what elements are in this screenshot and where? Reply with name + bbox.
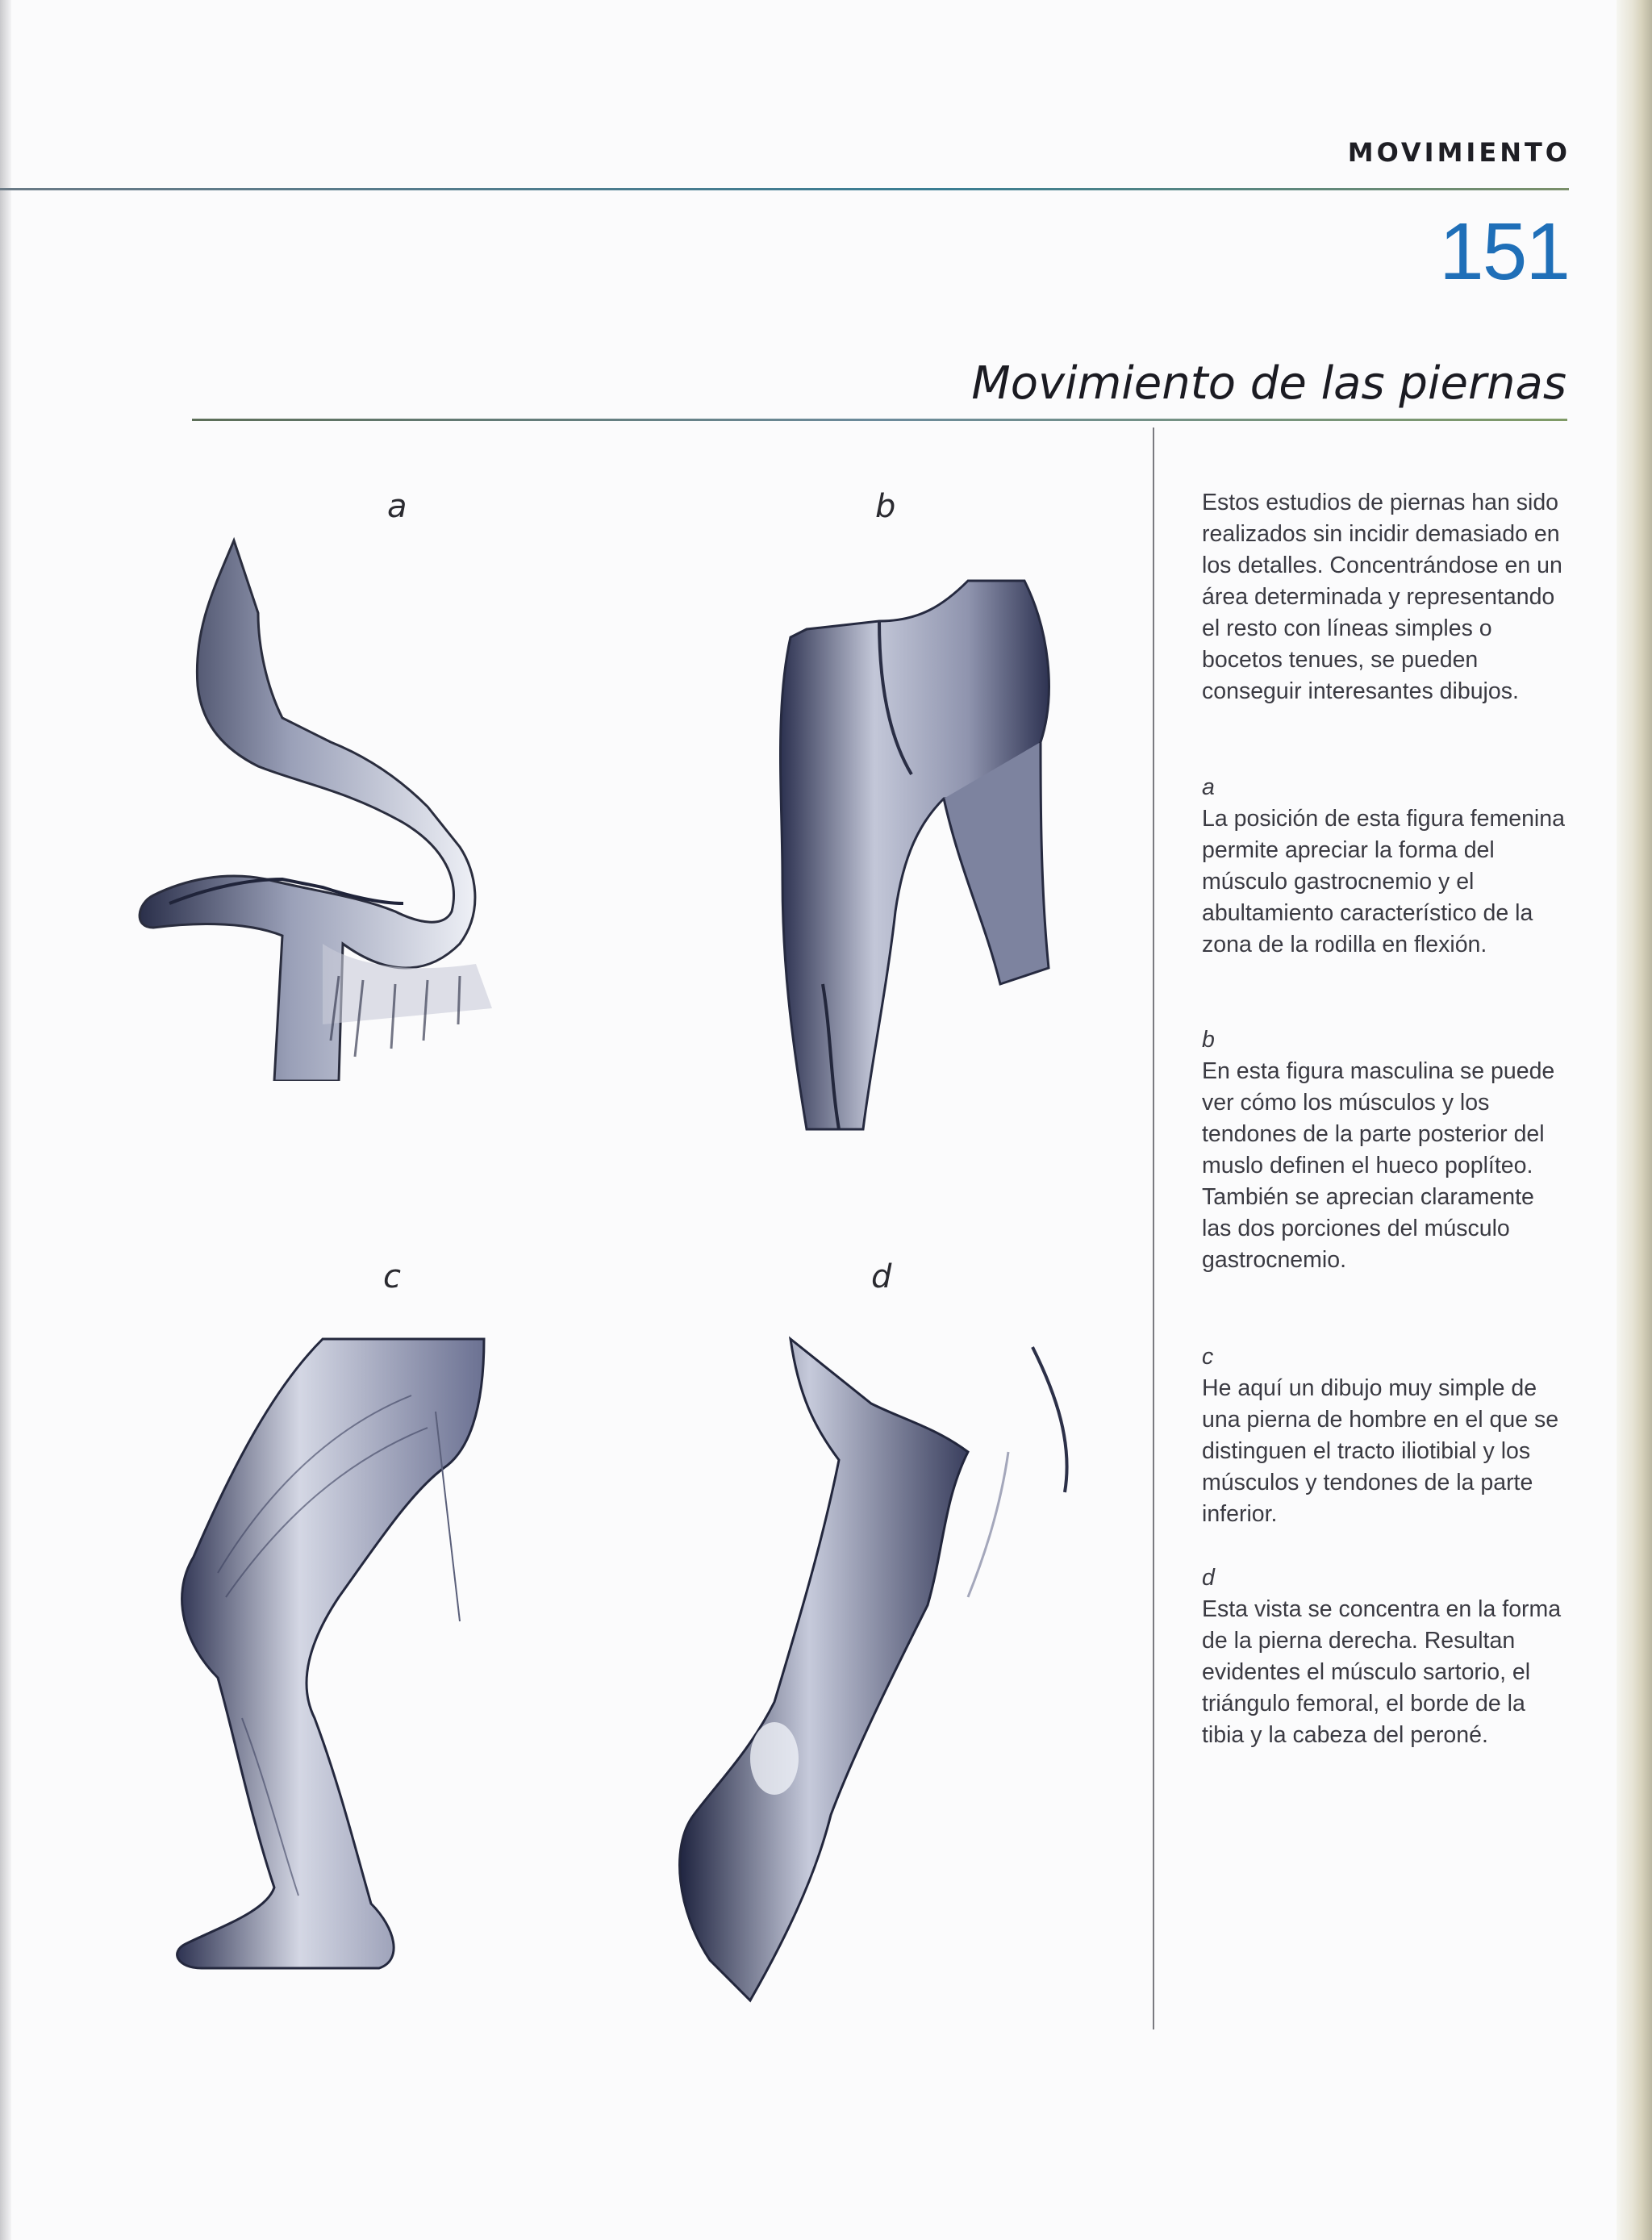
header-rule: [0, 188, 1569, 190]
caption-text-c: He aquí un dibujo muy simple de una pierna de hombre en el que se distinguen el tracto iliotibial y los músculos y tendones de la parte inferior.: [1202, 1375, 1559, 1527]
title-rule: [192, 419, 1567, 421]
figure-letter-b: b: [875, 488, 896, 525]
column-divider: [1153, 428, 1154, 2029]
caption-text-d: Esta vista se concentra en la forma de la pierna derecha. Resultan evidentes el músculo sartorio, el triángulo femoral, el borde de la tibia y la cabeza del peroné.: [1202, 1596, 1562, 1748]
caption-c: [1202, 1341, 1565, 1530]
caption-label-a: a: [1202, 774, 1215, 800]
intro-paragraph: [1202, 487, 1565, 707]
book-gutter: [0, 0, 11, 2240]
right-leg-front-drawing: [661, 1331, 1097, 2008]
caption-label-b: b: [1202, 1027, 1215, 1053]
female-leg-flexed-drawing: [137, 524, 629, 1081]
male-leg-side-drawing: [169, 1331, 532, 1984]
caption-text-a: La posición de esta figura femenina permite apreciar la forma del músculo gastrocnemio y el abultamiento característico de la zona de la rodilla en flexión.: [1202, 806, 1565, 957]
section-header: MOVIMIENTO: [1347, 137, 1571, 168]
caption-text-b: En esta figura masculina se puede ver cómo los músculos y los tendones de la parte posterior del muslo definen el hueco poplíteo. También se aprecian claramente las dos porciones del músculo gastrocnemio.: [1202, 1058, 1555, 1273]
caption-label-d: d: [1202, 1565, 1215, 1591]
male-leg-back-drawing: [758, 532, 1097, 1145]
page-title: Movimiento de las piernas: [971, 357, 1566, 410]
page-number: 151: [1439, 206, 1569, 297]
figure-letter-d: d: [871, 1258, 892, 1295]
caption-d: [1202, 1562, 1565, 1751]
intro-text: Estos estudios de piernas han sido realizados sin incidir demasiado en los detalles. Concentrándose en un área determinada y representando el resto con líneas simples o bocetos tenues, se pueden conseguir interesantes dibujos.: [1202, 490, 1562, 704]
page-edge: [1617, 0, 1652, 2240]
caption-label-c: c: [1202, 1344, 1214, 1370]
caption-b: [1202, 1024, 1565, 1276]
caption-a: [1202, 772, 1565, 961]
figure-letter-a: a: [387, 488, 407, 525]
figure-letter-c: c: [383, 1258, 401, 1295]
